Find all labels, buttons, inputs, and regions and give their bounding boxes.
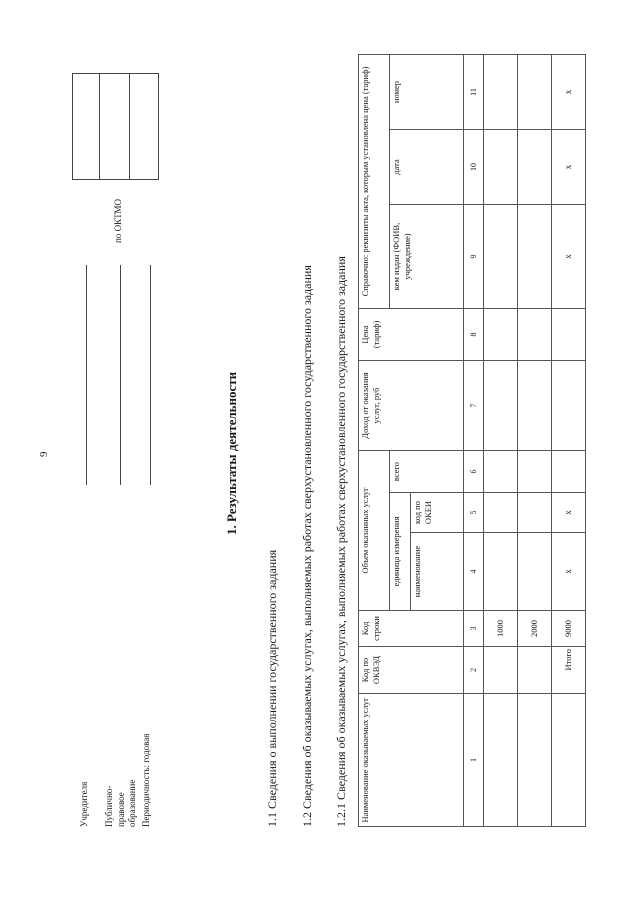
header-issuer: кем издан (ФОИВ, учреждение)	[390, 205, 464, 309]
founder-line	[86, 265, 87, 485]
total-okei-code: x	[552, 493, 586, 533]
header-volume: Объем оказанных услуг	[359, 451, 390, 611]
cell-empty	[518, 647, 552, 694]
row-code: 1000	[484, 611, 518, 647]
total-date: x	[552, 130, 586, 205]
column-number: 9	[464, 205, 484, 309]
total-issuer: x	[552, 205, 586, 309]
table-row	[518, 54, 552, 826]
cell-empty	[518, 694, 552, 827]
periodicity-label: Периодичность: годовая	[141, 733, 151, 827]
cell-empty	[518, 451, 552, 493]
total-row	[552, 54, 586, 826]
cell-empty	[552, 309, 586, 361]
header-income: Доход от оказания услуг, руб	[359, 361, 464, 451]
cell-empty	[518, 361, 552, 451]
periodicity-line	[150, 265, 151, 485]
column-number: 5	[464, 493, 484, 533]
header-total: всего	[390, 451, 464, 493]
column-number: 8	[464, 309, 484, 361]
column-number: 10	[464, 130, 484, 205]
cell-empty	[484, 533, 518, 611]
codes-box	[72, 73, 159, 180]
total-label: Итого	[552, 647, 586, 694]
column-number: 11	[464, 54, 484, 129]
cell-empty	[518, 309, 552, 361]
header-row-code: Код строки	[359, 611, 464, 647]
cell-empty	[518, 205, 552, 309]
total-number: x	[552, 54, 586, 129]
page-number: 9	[38, 451, 50, 457]
codes-box-divider	[99, 74, 100, 179]
oktmo-label: по ОКТМО	[113, 199, 123, 243]
cell-empty	[484, 361, 518, 451]
cell-empty	[484, 694, 518, 827]
header-okved-code: Код по ОКВЭД	[359, 647, 464, 694]
header-service-name: Наименование оказываемых услуг	[359, 694, 464, 827]
municipal-line	[120, 265, 121, 485]
cell-empty	[518, 130, 552, 205]
header-okei-code: код по ОКЕИ	[411, 493, 464, 533]
codes-box-divider	[129, 74, 130, 179]
cell-empty	[518, 54, 552, 129]
municipal-label: Публично-правовое образование	[104, 779, 138, 827]
header-price: Цена (тариф)	[359, 309, 464, 361]
header-unit-name: наименование	[411, 533, 464, 611]
cell-empty	[484, 451, 518, 493]
row-code: 2000	[518, 611, 552, 647]
cell-empty	[552, 694, 586, 827]
header-act-reference: Справочно: реквизиты акта, которым установлена цена (тариф)	[359, 54, 390, 308]
cell-empty	[484, 493, 518, 533]
cell-empty	[484, 309, 518, 361]
section-1-2: 1.2 Сведения об оказываемых услугах, выполняемых работах сверхустановленного государственного задания	[300, 265, 314, 827]
column-number: 7	[464, 361, 484, 451]
total-row-code: 9000	[552, 611, 586, 647]
cell-empty	[518, 493, 552, 533]
founder-label: Учредителя	[79, 781, 89, 827]
page-title: 1. Результаты деятельности	[224, 371, 239, 535]
cell-empty	[484, 647, 518, 694]
table-row	[484, 54, 518, 826]
cell-empty	[484, 54, 518, 129]
cell-empty	[552, 451, 586, 493]
column-number: 1	[464, 694, 484, 827]
header-unit: единица измерения	[390, 493, 411, 611]
section-1-2-1: 1.2.1 Сведения об оказываемых услугах, выполняемых работах сверхустановленного государственного задания	[334, 256, 348, 827]
header-date: дата	[390, 130, 464, 205]
column-number: 4	[464, 533, 484, 611]
cell-empty	[484, 205, 518, 309]
cell-empty	[484, 130, 518, 205]
header-number: номер	[390, 54, 464, 129]
cell-empty	[552, 361, 586, 451]
column-number: 2	[464, 647, 484, 694]
total-unit-name: x	[552, 533, 586, 611]
column-number: 6	[464, 451, 484, 493]
services-table	[358, 54, 586, 827]
section-1-1: 1.1 Сведения о выполнении государственного задания	[265, 549, 279, 827]
cell-empty	[518, 533, 552, 611]
column-number: 3	[464, 611, 484, 647]
